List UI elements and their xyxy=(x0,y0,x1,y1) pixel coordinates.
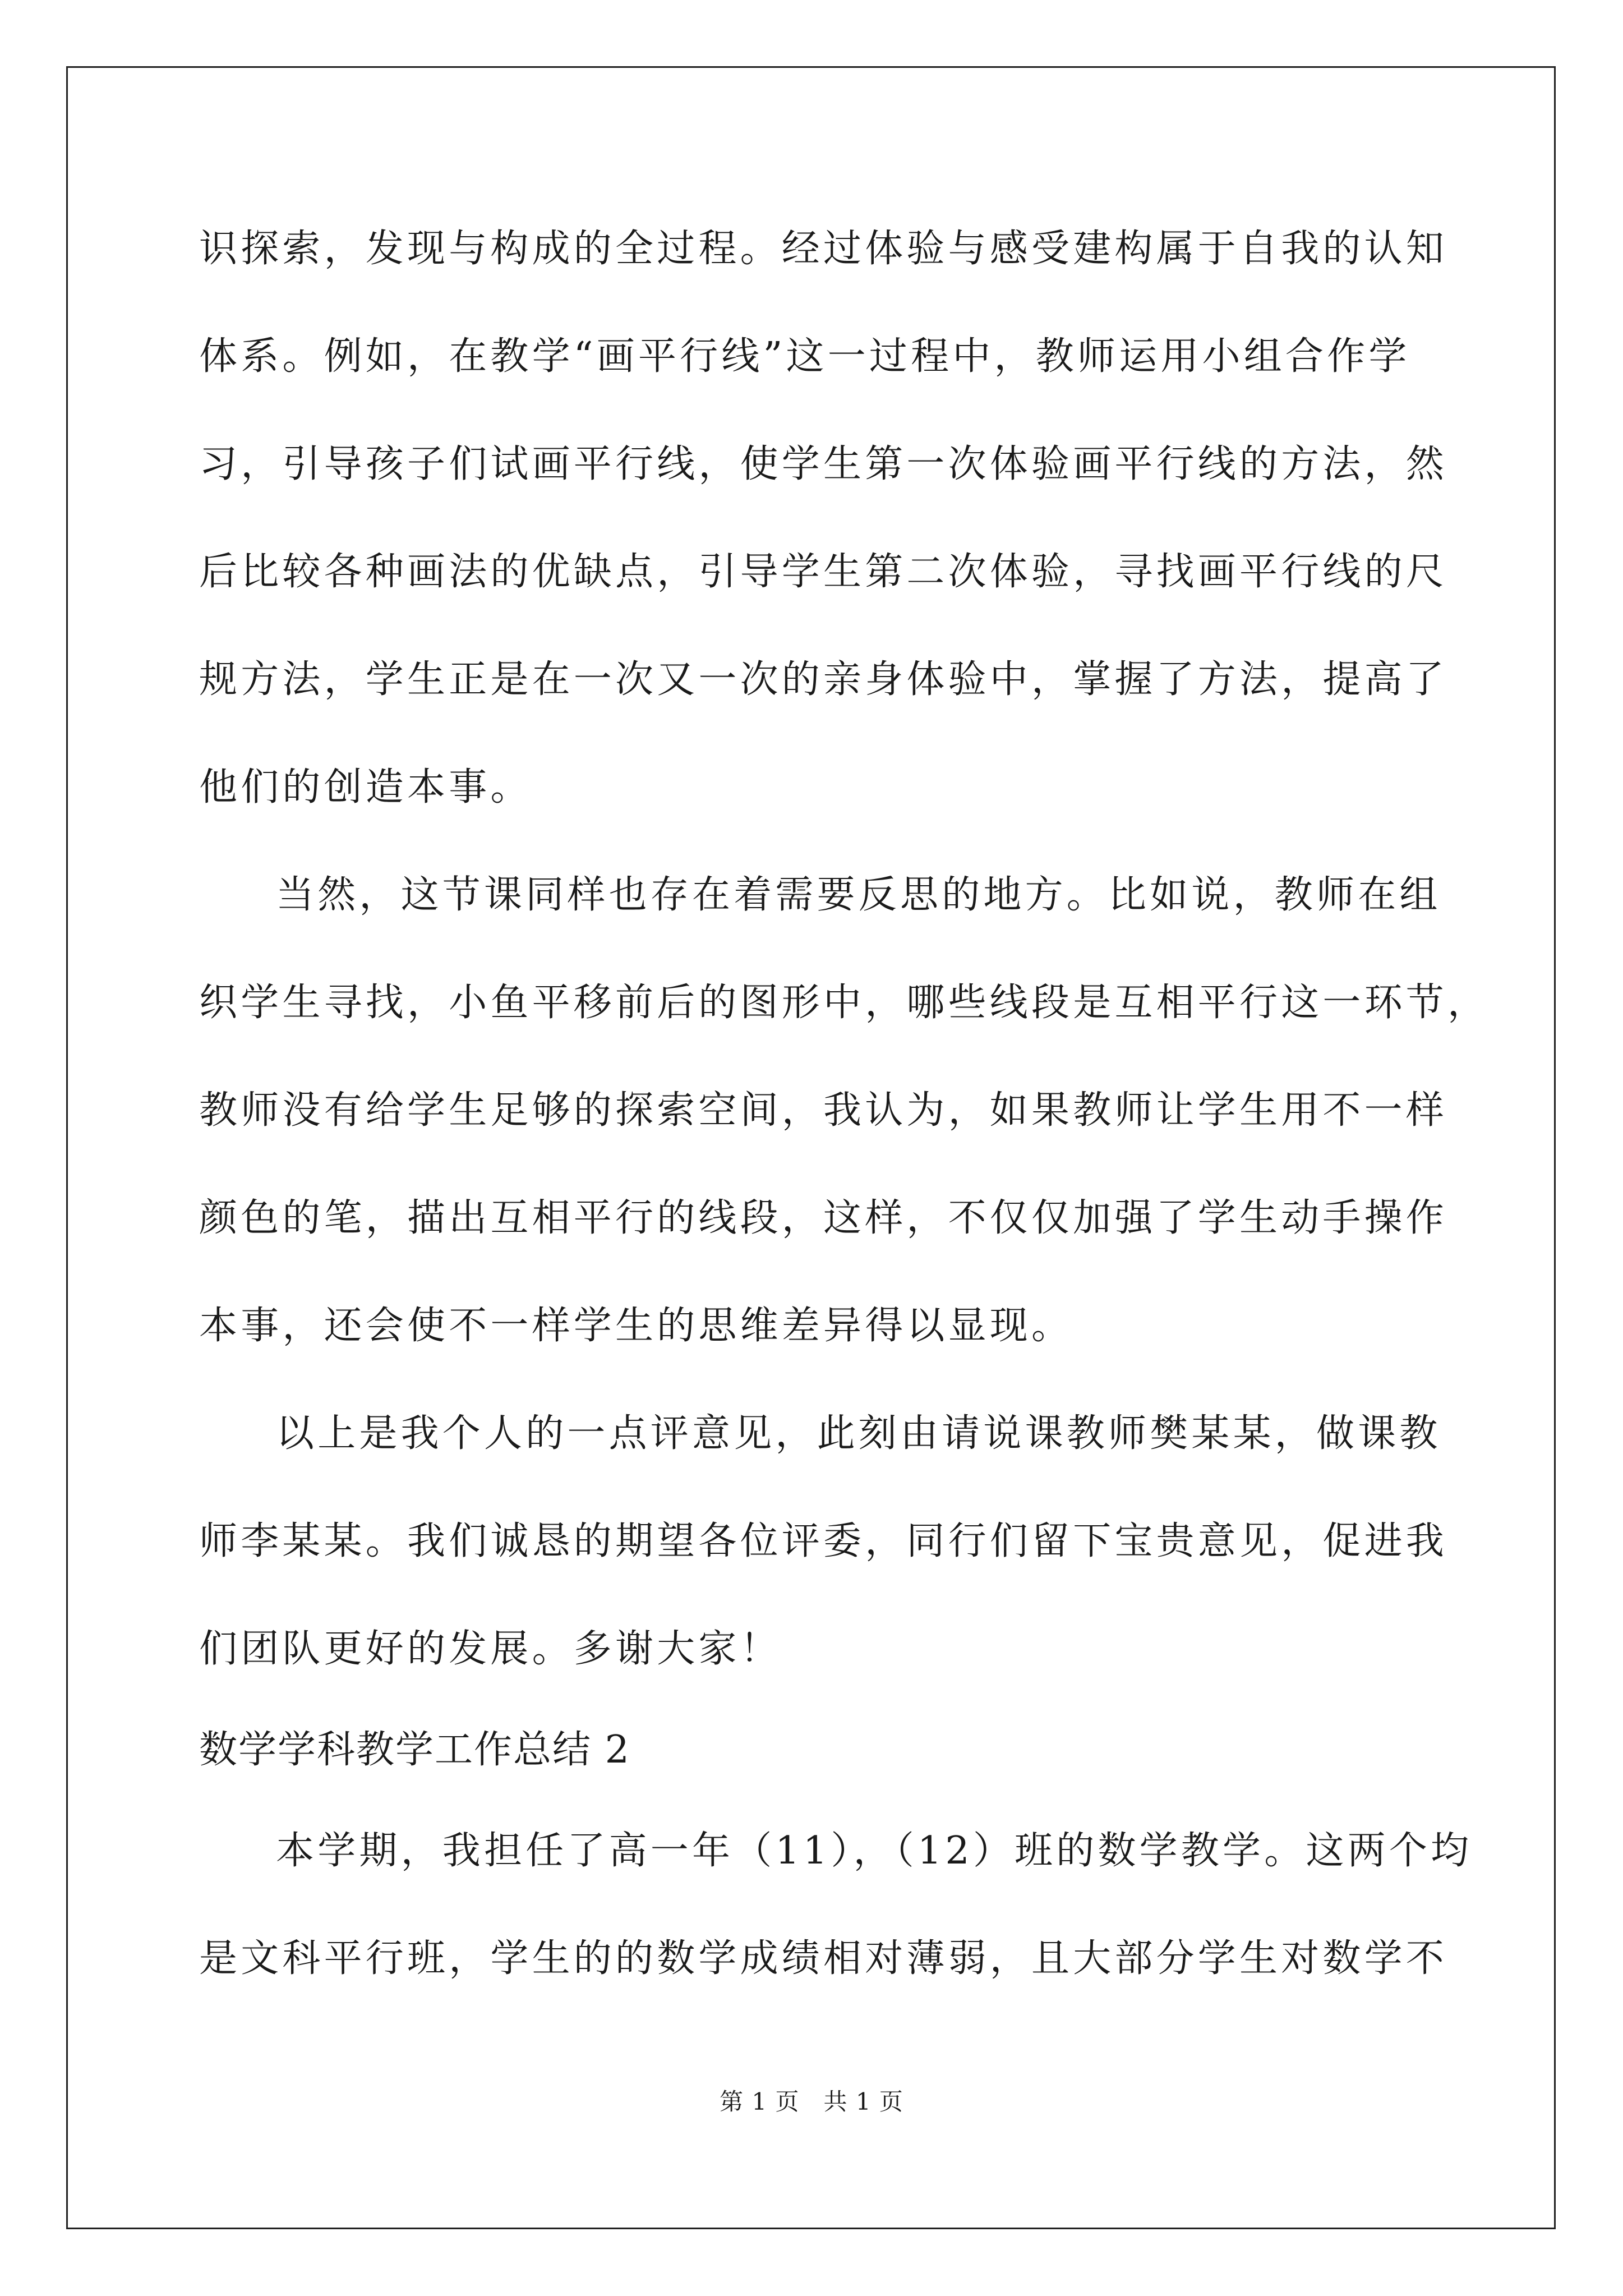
paragraph-first-line: 本学期，我担任了高一年（11），（12）班的数学教学。这两个均 xyxy=(276,1829,1473,1873)
text-line: 习，引导孩子们试画平行线，使学生第一次体验画平行线的方法，然 xyxy=(199,442,1448,486)
text-line: 是文科平行班，学生的的数学成绩相对薄弱，且大部分学生对数学不 xyxy=(199,1936,1448,1981)
paragraph-first-line: 当然，这节课同样也存在着需要反思的地方。比如说，教师在组 xyxy=(276,873,1441,917)
text-line: 颜色的笔，描出互相平行的线段，这样，不仅仅加强了学生动手操作 xyxy=(199,1196,1448,1240)
text-line: 本事，还会使不一样学生的思维差异得以显现。 xyxy=(199,1304,1073,1348)
text-line: 们团队更好的发展。多谢大家！ xyxy=(199,1627,782,1671)
section-heading: 数学学科教学工作总结 2 xyxy=(199,1728,630,1772)
text-line: 规方法，学生正是在一次又一次的亲身体验中，掌握了方法，提高了 xyxy=(199,657,1448,702)
text-line: 织学生寻找，小鱼平移前后的图形中，哪些线段是互相平行这一环节， xyxy=(199,981,1490,1025)
text-line: 后比较各种画法的优缺点，引导学生第二次体验，寻找画平行线的尺 xyxy=(199,550,1448,594)
page-border xyxy=(66,66,1556,2229)
text-line: 教师没有给学生足够的探索空间，我认为，如果教师让学生用不一样 xyxy=(199,1088,1448,1133)
text-line: 识探索，发现与构成的全过程。经过体验与感受建构属于自我的认知 xyxy=(199,227,1448,271)
page-number-footer: 第 1 页 共 1 页 xyxy=(720,2088,903,2115)
text-line: 师李某某。我们诚恳的期望各位评委，同行们留下宝贵意见，促进我 xyxy=(199,1519,1448,1563)
text-line: 他们的创造本事。 xyxy=(199,765,532,809)
text-line: 体系。例如，在教学“画平行线”这一过程中，教师运用小组合作学 xyxy=(199,334,1410,379)
paragraph-first-line: 以上是我个人的一点评意见，此刻由请说课教师樊某某，做课教 xyxy=(276,1411,1441,1456)
